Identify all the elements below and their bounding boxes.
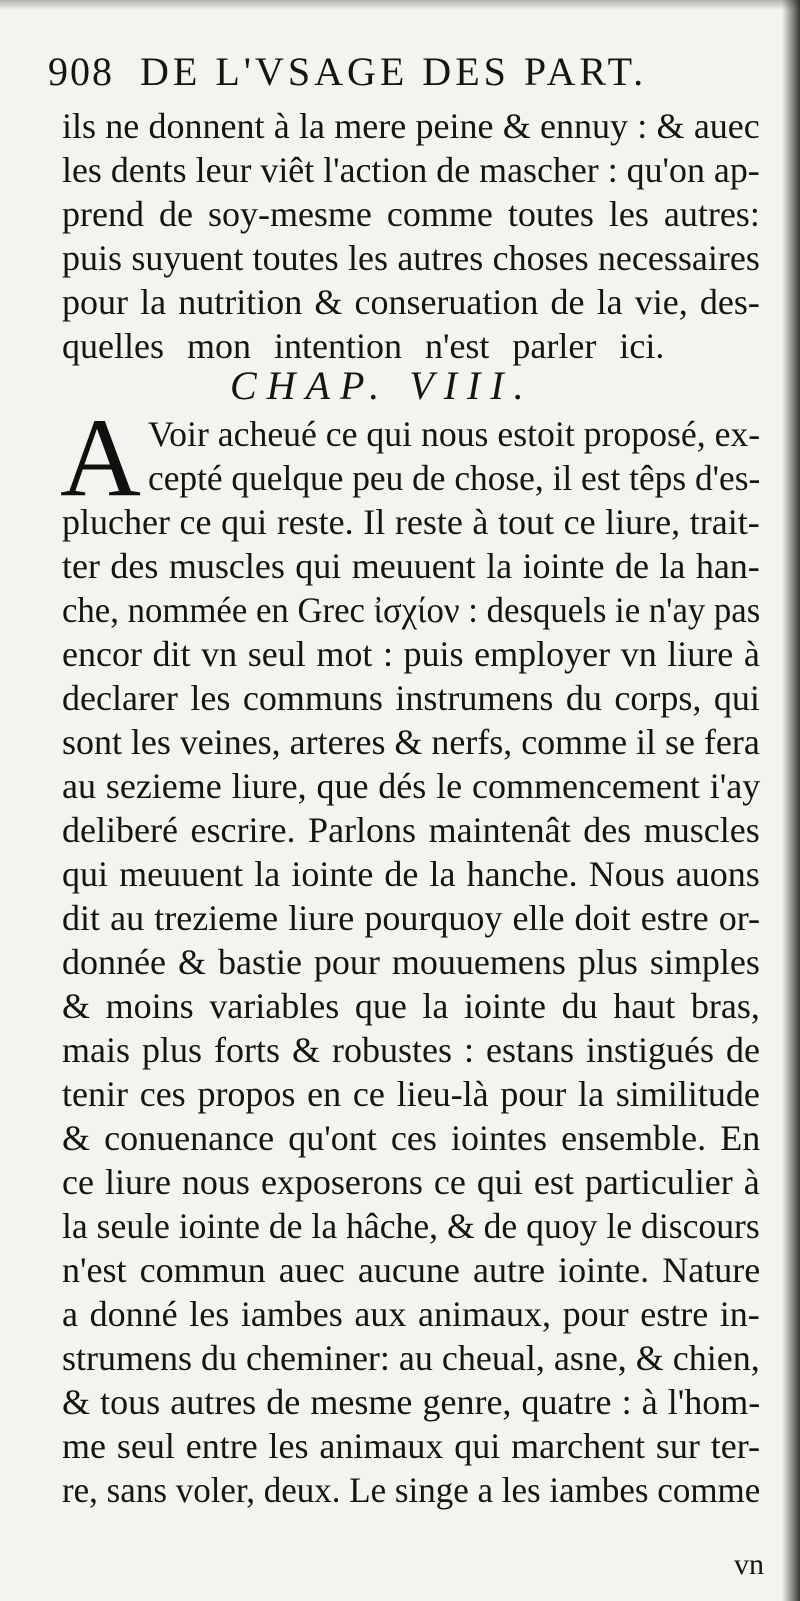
text-line: n'est commun auec aucune autre iointe. Nature bbox=[62, 1250, 761, 1290]
page-top-shadow bbox=[0, 0, 800, 10]
text-line: ce liure nous exposerons ce qui est particulier à bbox=[62, 1162, 760, 1202]
text-line: sont les veines, arteres & nerfs, comme il se fera bbox=[62, 722, 760, 762]
text-line: donnée & bastie pour mouuemens plus simples bbox=[62, 942, 760, 982]
text-line: declarer les communs instrumens du corps, qui bbox=[62, 678, 760, 718]
text-line: plucher ce qui reste. Il reste à tout ce liure, trait- bbox=[62, 502, 760, 542]
text-line: strumens du cheminer: au cheual, asne, & chien, bbox=[62, 1338, 760, 1378]
chapter-heading: CHAP. VIII. bbox=[230, 363, 534, 408]
page-header bbox=[48, 48, 748, 95]
text-line: qui meuuent la iointe de la hanche. Nous auons bbox=[62, 854, 760, 894]
running-title: DE L'VSAGE DES PART. bbox=[140, 49, 648, 94]
text-line: la seule iointe de la hâche, & de quoy le discours bbox=[62, 1206, 760, 1246]
text-line: tenir ces propos en ce lieu-là pour la similitude bbox=[62, 1074, 760, 1114]
text-line: che, nommée en Grec ἰσχίον : desquels ie n'ay pas bbox=[62, 590, 761, 630]
text-line: les dents leur viêt l'action de mascher : qu'on ap- bbox=[62, 150, 760, 190]
text-line: ils ne donnent à la mere peine & ennuy : & auec bbox=[62, 106, 760, 146]
page-gutter-edge bbox=[782, 0, 800, 1601]
text-line: au sezieme liure, que dés le commencement i'ay bbox=[62, 766, 761, 806]
text-line: a donné les iambes aux animaux, pour estre in- bbox=[62, 1294, 760, 1334]
text-line: prend de soy-mesme comme toutes les autres: bbox=[62, 194, 760, 234]
text-line: Voir acheué ce qui nous estoit proposé, ex- bbox=[148, 414, 761, 454]
text-line: ter des muscles qui meuuent la iointe de la han- bbox=[62, 546, 760, 586]
text-line: & moins variables que la iointe du haut bras, bbox=[62, 986, 760, 1026]
text-line: puis suyuent toutes les autres choses necessaires bbox=[62, 238, 760, 278]
page-number: 908 bbox=[48, 49, 114, 94]
text-line: deliberé escrire. Parlons maintenât des muscles bbox=[62, 810, 760, 850]
text-line: pour la nutrition & conseruation de la vie, des- bbox=[62, 282, 760, 322]
text-line: & tous autres de mesme genre, quatre : à l'hom- bbox=[62, 1382, 761, 1422]
catchword: vn bbox=[734, 1548, 764, 1581]
text-line: me seul entre les animaux qui marchent sur ter- bbox=[62, 1426, 761, 1466]
text-line: & conuenance qu'ont ces iointes ensemble. En bbox=[62, 1118, 761, 1158]
text-line: encor dit vn seul mot : puis employer vn liure à bbox=[62, 634, 760, 674]
text-line: cepté quelque peu de chose, il est têps d'es- bbox=[148, 458, 761, 498]
drop-capital: A bbox=[60, 396, 141, 520]
text-line: dit au trezieme liure pourquoy elle doit estre or- bbox=[62, 898, 761, 938]
text-line: mais plus forts & robustes : estans instigués de bbox=[62, 1030, 760, 1070]
text-line: quelles mon intention n'est parler ici. bbox=[62, 326, 665, 366]
text-line: re, sans voler, deux. Le singe a les iambes comme bbox=[62, 1470, 761, 1510]
